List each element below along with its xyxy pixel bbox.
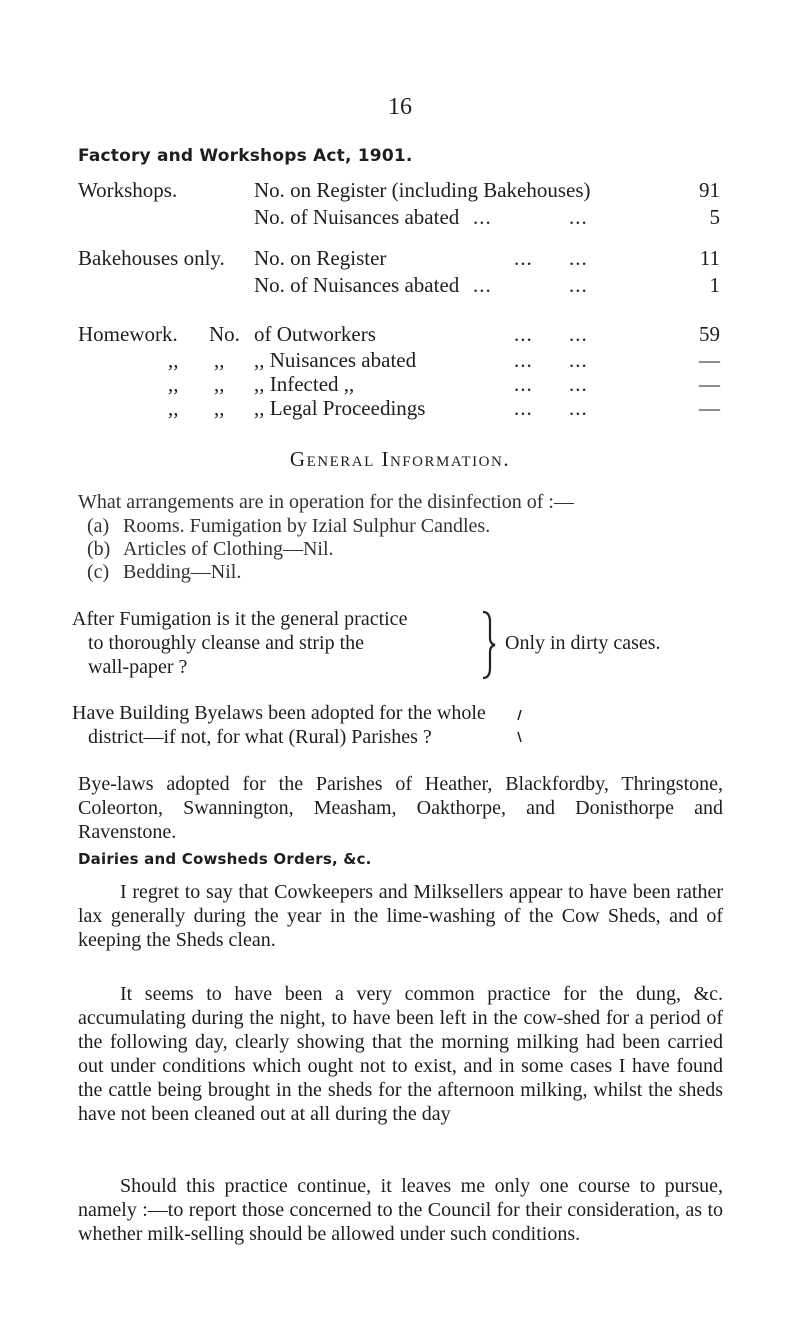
item-text: Rooms. Fumigation by Izial Sulphur Candles.	[123, 515, 491, 537]
fumigation-question-line: to thoroughly cleanse and strip the	[88, 632, 365, 654]
leader-dots: ...	[473, 205, 492, 229]
byelaws-question-line: Have Building Byelaws been adopted for the whole	[72, 702, 486, 724]
homework-infected-value: —	[699, 372, 720, 396]
leader-dots: ...	[569, 205, 588, 229]
leader-dots: ...	[514, 322, 533, 346]
leader-dots: ...	[514, 396, 533, 420]
leader-dots: ...	[514, 246, 533, 270]
general-information-heading: General Information.	[289, 447, 511, 471]
dairies-paragraph-2: It seems to have been a very common practice for the dung, &c. accumulating during the night, to have been left in the cow-shed for a period of the following day, clearly showing that the morning milking had been carried out under conditions which ought not to exist, and in some cases I have found the cattle being brought in the sheds for the afternoon milking, whilst the sheds have not been cleaned out at all during the day	[78, 983, 723, 1125]
homework-legal-value: —	[699, 396, 720, 420]
bakehouses-nuisances-value: 1	[709, 273, 720, 297]
dairies-paragraph-1: I regret to say that Cowkeepers and Milksellers appear to have been rather lax generally during the year in the lime-washing of the Cow Sheds, and of keeping the Sheds clean.	[78, 881, 723, 951]
homework-legal-text: ,, Legal Proceedings	[254, 396, 426, 420]
homework-nuisances-value: —	[699, 348, 720, 372]
page-number: 16	[388, 94, 412, 120]
ditto-mark: ,,	[214, 348, 225, 372]
leader-dots: ...	[569, 322, 588, 346]
homework-outworkers-value: 59	[699, 322, 720, 346]
fumigation-question-line: After Fumigation is it the general practice	[72, 608, 408, 630]
ditto-mark: ,,	[214, 372, 225, 396]
leader-dots: ...	[514, 348, 533, 372]
workshops-label: Workshops.	[78, 178, 178, 202]
workshops-register-text: No. on Register (including Bakehouses)	[254, 178, 591, 202]
workshops-register-value: 91	[699, 178, 720, 202]
leader-dots: ...	[569, 246, 588, 270]
leader-dots: ...	[514, 372, 533, 396]
fumigation-answer: Only in dirty cases.	[505, 632, 661, 654]
homework-nuisances-text: ,, Nuisances abated	[254, 348, 417, 372]
item-text: Bedding—Nil.	[123, 561, 242, 583]
workshops-nuisances-text: No. of Nuisances abated	[254, 205, 460, 229]
leader-dots: ...	[473, 273, 492, 297]
item-letter: (b)	[87, 538, 111, 560]
fumigation-question-line: wall-paper ?	[88, 656, 188, 678]
workshops-nuisances-value: 5	[709, 205, 720, 229]
homework-infected-text: ,, Infected ,,	[254, 372, 355, 396]
factory-heading: Factory and Workshops Act, 1901.	[78, 146, 413, 166]
ditto-mark: ,,	[168, 348, 179, 372]
byelaws-paragraph: Bye-laws adopted for the Parishes of Heather, Blackfordby, Thringstone, Coleorton, Swannington, Measham, Oakthorpe, and Donisthorpe and Ravenstone.	[78, 773, 723, 843]
bracket-mark-icon	[515, 704, 525, 752]
homework-outworkers-text: of Outworkers	[254, 322, 376, 346]
item-letter: (a)	[87, 515, 110, 537]
item-letter: (c)	[87, 561, 110, 583]
homework-prefix: No.	[209, 322, 240, 346]
leader-dots: ...	[569, 348, 588, 372]
ditto-mark: ,,	[168, 396, 179, 420]
bakehouses-nuisances-text: No. of Nuisances abated	[254, 273, 460, 297]
leader-dots: ...	[569, 273, 588, 297]
dairies-paragraph-3: Should this practice continue, it leaves me only one course to pursue, namely :—to report those concerned to the Council for their consideration, as to whether milk-selling should be allowed under such conditions.	[78, 1175, 723, 1245]
ditto-mark: ,,	[168, 372, 179, 396]
brace-icon	[480, 610, 500, 680]
bakehouses-register-text: No. on Register	[254, 246, 387, 270]
leader-dots: ...	[569, 396, 588, 420]
homework-label: Homework.	[78, 322, 178, 346]
disinfection-question: What arrangements are in operation for the disinfection of :—	[78, 491, 574, 513]
ditto-mark: ,,	[214, 396, 225, 420]
bakehouses-register-value: 11	[699, 246, 720, 270]
bakehouses-label: Bakehouses only.	[78, 246, 225, 270]
byelaws-question-line: district—if not, for what (Rural) Parishes ?	[88, 726, 432, 748]
leader-dots: ...	[569, 372, 588, 396]
item-text: Articles of Clothing—Nil.	[123, 538, 334, 560]
dairies-heading: Dairies and Cowsheds Orders, &c.	[78, 850, 372, 868]
